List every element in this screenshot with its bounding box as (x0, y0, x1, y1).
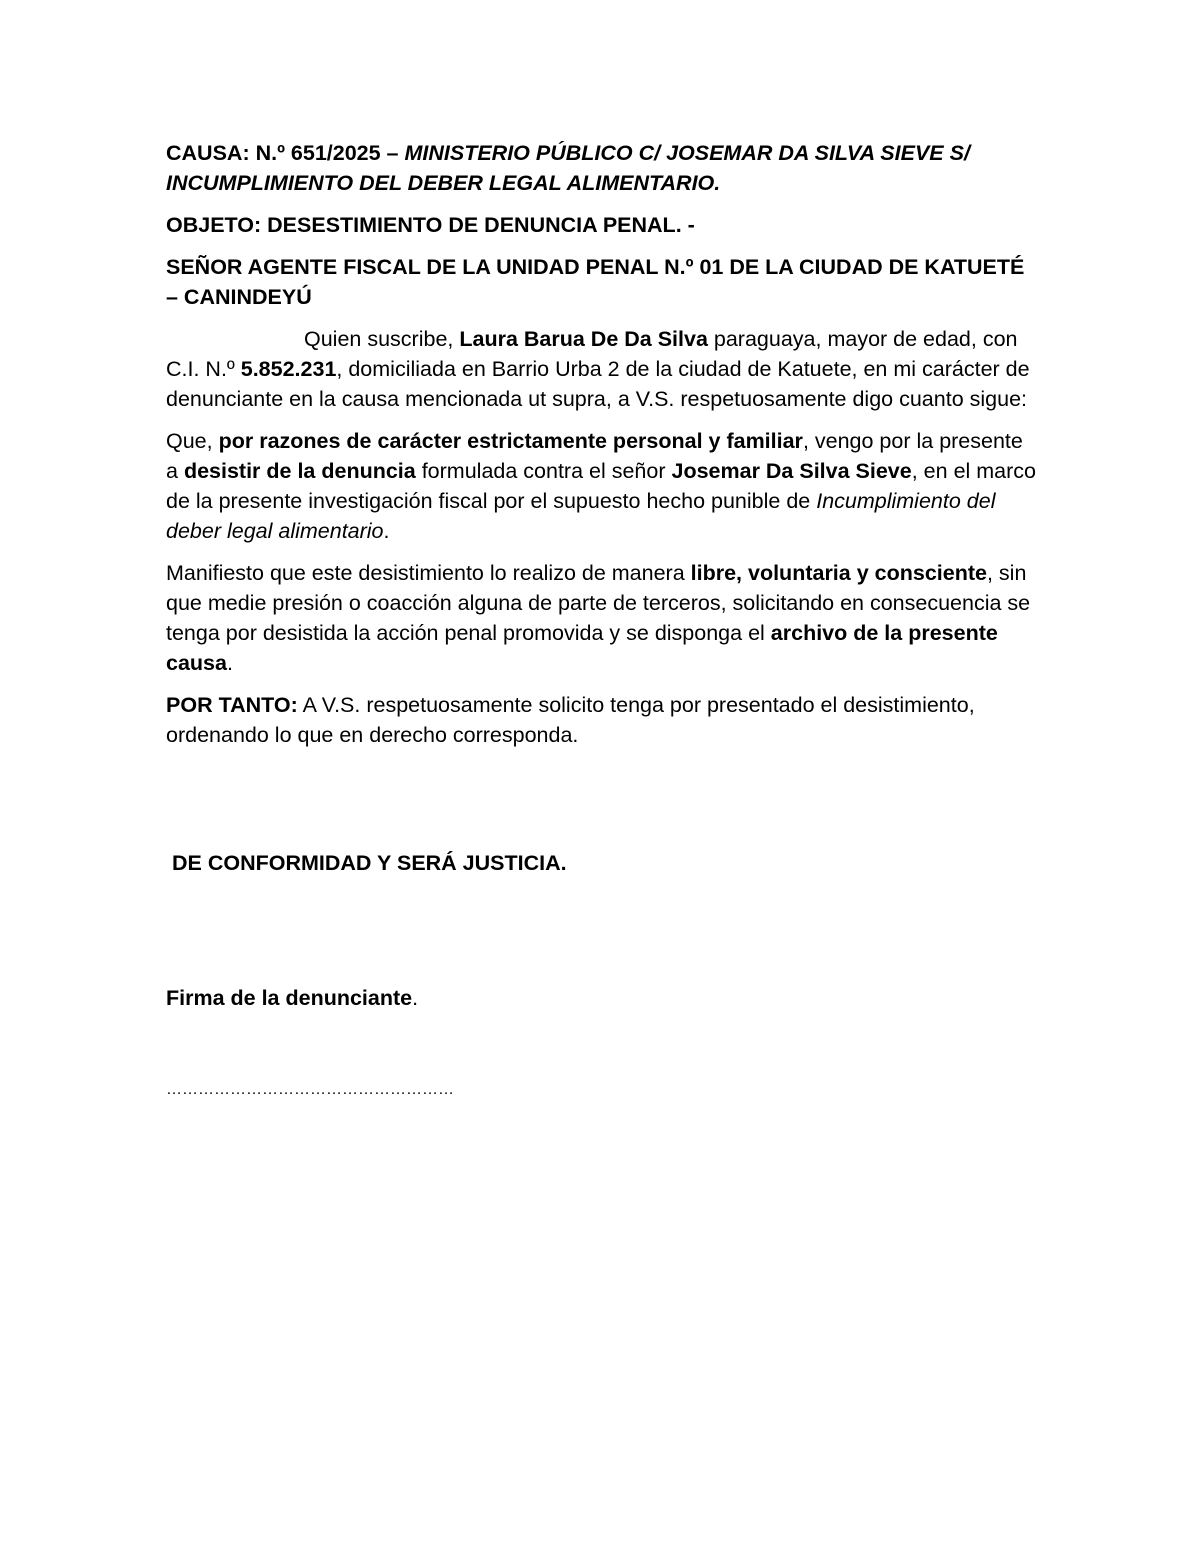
intro-text-1: Quien suscribe, (304, 327, 460, 351)
firma-label (166, 983, 418, 1013)
hecho-punible: Incumplimiento del deber legal alimentario (166, 489, 996, 543)
document-body (166, 138, 1036, 750)
firma-label-text: Firma de la denunciante (166, 986, 413, 1010)
que-text-2: , vengo por la presente a (166, 429, 1023, 483)
manifiesto-bold-2: archivo de la presente causa (166, 621, 998, 675)
ci-number: 5.852.231 (240, 357, 337, 381)
conformidad-closing: DE CONFORMIDAD Y SERÁ JUSTICIA. (172, 851, 567, 875)
causa-heading (166, 138, 1036, 198)
manifiesto-text-2: , sin que medie presión o coacción alguna de parte de terceros, solicitando en consecuencia se tenga por desistida la acción penal promovida y se disponga el (166, 561, 1031, 645)
objeto-heading: OBJETO: DESESTIMIENTO DE DENUNCIA PENAL. - (166, 213, 695, 237)
que-bold-2: desistir de la denuncia (183, 459, 416, 483)
denunciante-name: Laura Barua De Da Silva (459, 327, 708, 351)
que-text-3: formulada contra el señor (415, 459, 672, 483)
denunciado-name: Josemar Da Silva Sieve (671, 459, 912, 483)
manifiesto-text-1: Manifiesto que este desistimiento lo realizo de manera (166, 561, 691, 585)
manifiesto-text-3: . (226, 651, 233, 675)
intro-text-2: paraguaya, mayor de edad, con C.I. N.º (166, 327, 1018, 381)
que-text-4: , en el marco de la presente investigación fiscal por el supuesto hecho punible de (166, 459, 1037, 513)
intro-paragraph (166, 324, 1036, 414)
causa-title: MINISTERIO PÚBLICO C/ JOSEMAR DA SILVA SIEVE S/ INCUMPLIMIENTO DEL DEBER LEGAL ALIMENTARIO. (166, 141, 970, 195)
firma-suffix: . (412, 986, 419, 1010)
que-bold-1: por razones de carácter estrictamente personal y familiar (218, 429, 803, 453)
manifiesto-paragraph (166, 558, 1036, 678)
por-tanto-label: POR TANTO: (166, 693, 298, 717)
intro-text-3: , domiciliada en Barrio Urba 2 de la ciudad de Katuete, en mi carácter de denunciante en la causa mencionada ut supra, a V.S. respetuosamente digo cuanto sigue: (166, 357, 1030, 411)
por-tanto-text: A V.S. respetuosamente solicito tenga por presentado el desistimiento, ordenando lo que en derecho corresponda. (166, 693, 975, 747)
causa-prefix: CAUSA: N.º 651/2025 – (166, 141, 405, 165)
manifiesto-bold-1: libre, voluntaria y consciente (690, 561, 987, 585)
signature-line: ……………………………………………… (166, 1081, 454, 1098)
que-paragraph (166, 426, 1036, 546)
que-text-1: Que, (166, 429, 219, 453)
por-tanto-paragraph (166, 690, 1036, 750)
que-text-5: . (383, 519, 390, 543)
destinatario-heading: SEÑOR AGENTE FISCAL DE LA UNIDAD PENAL N.º 01 DE LA CIUDAD DE KATUETÉ – CANINDEYÚ (166, 255, 1025, 309)
